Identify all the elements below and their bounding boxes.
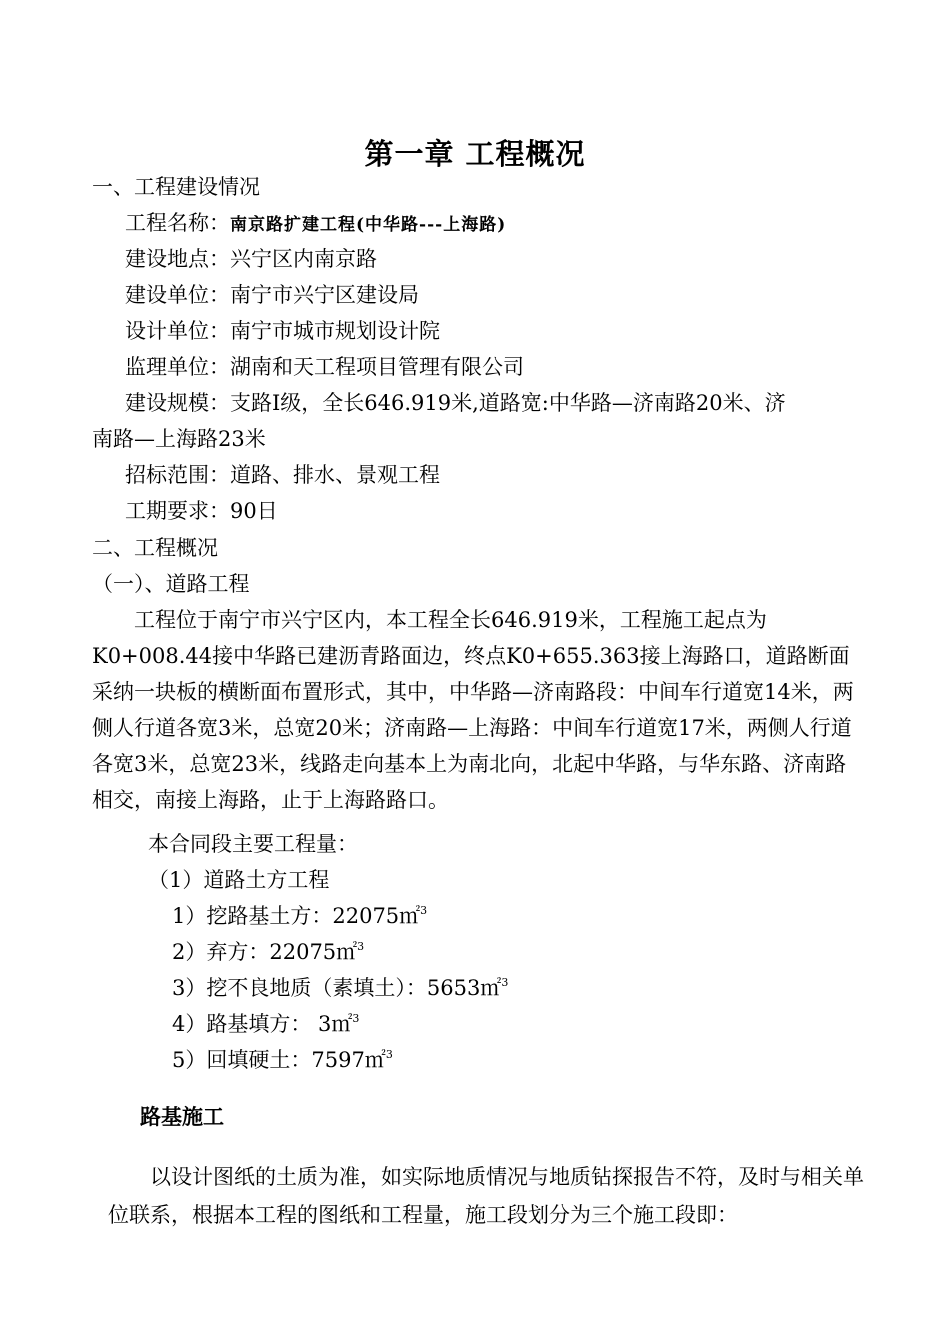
scale-line-2: 南路—上海路23米 xyxy=(92,427,266,451)
quantity-item: 5）回填硬土：7597㎡$^3$ xyxy=(172,1048,393,1072)
supervisor-line: 监理单位：湖南和天工程项目管理有限公司 xyxy=(125,355,524,379)
quantities-intro: 本合同段主要工程量： xyxy=(148,832,358,856)
chapter-title: 第一章 工程概况 xyxy=(364,137,586,171)
project-name-value: 南京路扩建工程(中华路---上海路) xyxy=(230,215,507,235)
project-name-line xyxy=(125,209,506,239)
section-heading-2: 二、工程概况 xyxy=(92,536,218,560)
quantity-item: 2）弃方：22075㎡$^3$ xyxy=(172,940,365,964)
quantity-item: 1）挖路基土方：22075㎡$^3$ xyxy=(172,904,428,928)
section-heading-1: 一、工程建设情况 xyxy=(92,175,260,199)
owner-line: 建设单位：南宁市兴宁区建设局 xyxy=(125,283,419,307)
scale-line-1: 建设规模：支路Ⅰ级，全长646.919米,道路宽:中华路—济南路20米、济 xyxy=(125,391,786,415)
quantity-item: 4）路基填方： 3㎡$^3$ xyxy=(172,1012,360,1036)
location-line: 建设地点：兴宁区内南京路 xyxy=(125,247,377,271)
earthwork-heading: （1）道路土方工程 xyxy=(148,868,330,892)
subsection-heading-road: （一）、道路工程 xyxy=(92,572,250,596)
subgrade-paragraph: 以设计图纸的土质为准，如实际地质情况与地质钻探报告不符，及时与相关单位联系，根据本工程的图纸和工程量，施工段划分为三个施工段即： xyxy=(108,1165,864,1227)
designer-line: 设计单位：南宁市城市规划设计院 xyxy=(125,319,440,343)
subgrade-heading: 路基施工 xyxy=(140,1104,224,1129)
bid-scope-line: 招标范围：道路、排水、景观工程 xyxy=(125,463,440,487)
road-description-paragraph: 工程位于南宁市兴宁区内，本工程全长646.919米，工程施工起点为K0+008.44接中华路已建沥青路面边，终点K0+655.363接上海路口，道路断面采纳一块板的横断面布置形式，其中，中华路—济南路段：中间车行道宽14米，两侧人行道各宽3米，总宽20米；济南路—上海路：中间车行道宽17米，两侧人行道各宽3米，总宽23米，线路走向基本上为南北向，北起中华路，与华东路、济南路相交，南接上海路，止于上海路路口。 xyxy=(92,608,854,812)
duration-line: 工期要求：90日 xyxy=(125,499,278,523)
quantity-item: 3）挖不良地质（素填土）：5653㎡$^3$ xyxy=(172,976,509,1000)
project-name-label: 工程名称： xyxy=(125,211,230,235)
